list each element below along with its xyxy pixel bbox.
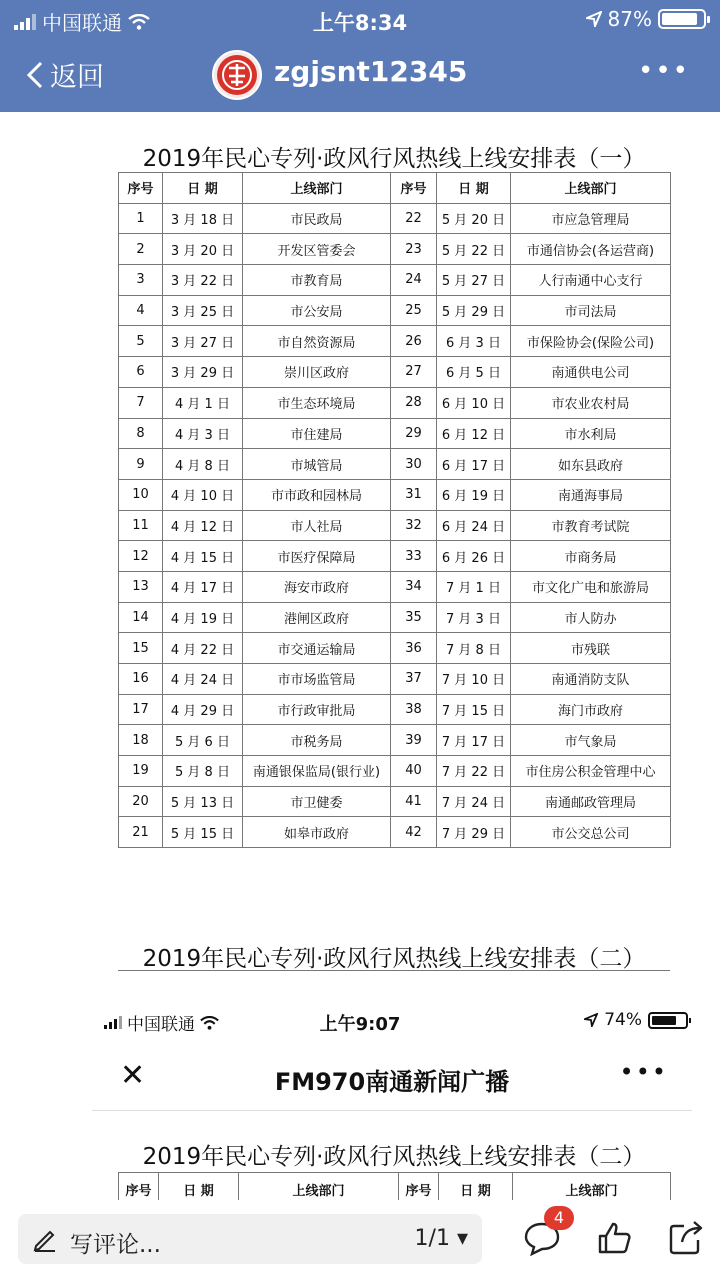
table-cell: 3 月 25 日	[163, 295, 243, 326]
col-header: 日 期	[163, 173, 243, 204]
table-cell: 13	[119, 571, 163, 602]
thumbs-up-icon[interactable]	[594, 1218, 634, 1258]
page-indicator-label: 1/1	[414, 1226, 450, 1251]
table-cell: 人行南通中心支行	[511, 265, 671, 296]
table-cell: 7 月 24 日	[437, 786, 511, 817]
table-cell: 4 月 24 日	[163, 664, 243, 695]
embedded-battery-percent: 74%	[604, 1010, 642, 1030]
table-cell: 市公安局	[243, 295, 391, 326]
table-cell: 22	[391, 203, 437, 234]
paper-cut-logo-icon	[214, 52, 260, 98]
table-cell: 市民政局	[243, 203, 391, 234]
table-cell: 1	[119, 203, 163, 234]
table-row	[119, 817, 671, 848]
table-cell: 港闸区政府	[243, 602, 391, 633]
table-cell: 39	[391, 725, 437, 756]
col-header: 上线部门	[511, 173, 671, 204]
share-icon[interactable]	[666, 1218, 706, 1258]
table-cell: 7 月 15 日	[437, 694, 511, 725]
table-cell: 3 月 29 日	[163, 357, 243, 388]
table-cell: 15	[119, 633, 163, 664]
table-cell: 30	[391, 449, 437, 480]
table-cell: 4 月 3 日	[163, 418, 243, 449]
table-cell: 市住房公积金管理中心	[511, 756, 671, 787]
table-cell: 6	[119, 357, 163, 388]
table-cell: 市保险协会(保险公司)	[511, 326, 671, 357]
table-row	[119, 234, 671, 265]
col-header: 序号	[119, 1173, 159, 1206]
col-header: 日 期	[159, 1173, 239, 1206]
table-row	[119, 541, 671, 572]
table-row	[119, 786, 671, 817]
table-row	[119, 357, 671, 388]
table-cell: 市税务局	[243, 725, 391, 756]
table-cell: 市卫健委	[243, 786, 391, 817]
embedded-title: FM970南通新闻广播	[274, 1068, 510, 1096]
table-row	[119, 449, 671, 480]
table-cell: 南通消防支队	[511, 664, 671, 695]
table-cell: 14	[119, 602, 163, 633]
table-cell: 5 月 15 日	[163, 817, 243, 848]
table-cell: 市农业农村局	[511, 387, 671, 418]
table-cell: 市市政和园林局	[243, 479, 391, 510]
table-cell: 5 月 6 日	[163, 725, 243, 756]
close-icon: ✕	[120, 1058, 146, 1093]
table-cell: 6 月 3 日	[437, 326, 511, 357]
table-row	[119, 510, 671, 541]
table-row	[119, 756, 671, 787]
table-cell: 如皋市政府	[243, 817, 391, 848]
table-cell: 7 月 3 日	[437, 602, 511, 633]
table-cell: 市交通运输局	[243, 633, 391, 664]
table-cell: 市人防办	[511, 602, 671, 633]
embedded-carrier: 中国联通	[127, 1015, 195, 1035]
battery-percent: 87%	[607, 7, 652, 31]
table-cell: 如东县政府	[511, 449, 671, 480]
table-cell: 6 月 12 日	[437, 418, 511, 449]
table-cell: 3	[119, 265, 163, 296]
col-header: 序号	[391, 173, 437, 204]
table-row	[119, 602, 671, 633]
location-icon	[584, 1013, 598, 1027]
table-cell: 5 月 8 日	[163, 756, 243, 787]
table-cell: 3 月 22 日	[163, 265, 243, 296]
table-cell: 市通信协会(各运营商)	[511, 234, 671, 265]
table-cell: 南通供电公司	[511, 357, 671, 388]
table-cell: 海门市政府	[511, 694, 671, 725]
table-cell: 19	[119, 756, 163, 787]
nav-bar	[0, 38, 720, 112]
battery-icon	[648, 1012, 688, 1029]
table-header-row	[119, 173, 671, 204]
table-cell: 11	[119, 510, 163, 541]
table-cell: 6 月 19 日	[437, 479, 511, 510]
table-cell: 2	[119, 234, 163, 265]
table-row	[119, 265, 671, 296]
table-cell: 6 月 5 日	[437, 357, 511, 388]
more-options-button[interactable]: •••	[637, 56, 690, 86]
table-cell: 市住建局	[243, 418, 391, 449]
table-cell: 4 月 22 日	[163, 633, 243, 664]
table-cell: 6 月 10 日	[437, 387, 511, 418]
chevron-left-icon	[26, 60, 44, 90]
table-cell: 7 月 8 日	[437, 633, 511, 664]
comment-count-badge: 4	[544, 1206, 574, 1230]
table-cell: 市水利局	[511, 418, 671, 449]
account-name: zgjsnt12345	[274, 55, 468, 88]
table-cell: 7 月 10 日	[437, 664, 511, 695]
col-header: 上线部门	[513, 1173, 671, 1206]
col-header: 序号	[399, 1173, 439, 1206]
table-cell: 4 月 29 日	[163, 694, 243, 725]
avatar[interactable]	[212, 50, 262, 100]
table-cell: 市应急管理局	[511, 203, 671, 234]
table-row	[119, 295, 671, 326]
table-cell: 38	[391, 694, 437, 725]
table-cell: 20	[119, 786, 163, 817]
table-row	[119, 725, 671, 756]
table-row	[119, 633, 671, 664]
table-cell: 市行政审批局	[243, 694, 391, 725]
table-row	[119, 694, 671, 725]
table-cell: 4 月 1 日	[163, 387, 243, 418]
status-time: 上午8:34	[312, 11, 408, 35]
table-cell: 3 月 20 日	[163, 234, 243, 265]
table-row	[119, 664, 671, 695]
col-header: 日 期	[437, 173, 511, 204]
table-cell: 27	[391, 357, 437, 388]
table-cell: 3 月 27 日	[163, 326, 243, 357]
table-cell: 7 月 17 日	[437, 725, 511, 756]
table-cell: 25	[391, 295, 437, 326]
table-cell: 23	[391, 234, 437, 265]
carrier-label: 中国联通	[42, 11, 122, 35]
table-row	[119, 479, 671, 510]
table-cell: 南通银保监局(银行业)	[243, 756, 391, 787]
table-row	[119, 387, 671, 418]
schedule-table	[118, 172, 671, 848]
embedded-time: 上午9:07	[319, 1014, 401, 1035]
table-cell: 3 月 18 日	[163, 203, 243, 234]
table-cell: 市市场监管局	[243, 664, 391, 695]
table-cell: 16	[119, 664, 163, 695]
col-header: 上线部门	[239, 1173, 399, 1206]
table-cell: 32	[391, 510, 437, 541]
table-row	[119, 571, 671, 602]
table-cell: 7	[119, 387, 163, 418]
table-cell: 市教育考试院	[511, 510, 671, 541]
table-cell: 26	[391, 326, 437, 357]
table-cell: 18	[119, 725, 163, 756]
table-cell: 开发区管委会	[243, 234, 391, 265]
table-cell: 7 月 29 日	[437, 817, 511, 848]
comment-input[interactable]	[18, 1214, 482, 1264]
location-icon	[586, 11, 602, 27]
table-cell: 10	[119, 479, 163, 510]
col-header: 上线部门	[243, 173, 391, 204]
col-header: 日 期	[439, 1173, 513, 1206]
table-cell: 6 月 24 日	[437, 510, 511, 541]
table-cell: 41	[391, 786, 437, 817]
table-cell: 5 月 22 日	[437, 234, 511, 265]
table-cell: 5 月 13 日	[163, 786, 243, 817]
table-cell: 6 月 26 日	[437, 541, 511, 572]
table-cell: 37	[391, 664, 437, 695]
table-row	[119, 418, 671, 449]
table-cell: 4	[119, 295, 163, 326]
table-cell: 市气象局	[511, 725, 671, 756]
table-cell: 5	[119, 326, 163, 357]
table-cell: 7 月 22 日	[437, 756, 511, 787]
bottom-action-bar	[0, 1200, 720, 1280]
table-cell: 42	[391, 817, 437, 848]
comment-placeholder: 写评论...	[70, 1232, 161, 1258]
table-cell: 9	[119, 449, 163, 480]
table-cell: 34	[391, 571, 437, 602]
table-cell: 8	[119, 418, 163, 449]
table-cell: 5 月 29 日	[437, 295, 511, 326]
table-cell: 市医疗保障局	[243, 541, 391, 572]
table-cell: 12	[119, 541, 163, 572]
table-cell: 24	[391, 265, 437, 296]
page-indicator[interactable]: 1/1 ▾	[414, 1226, 468, 1251]
back-label: 返回	[50, 62, 104, 93]
more-icon: •••	[619, 1058, 668, 1086]
table-cell: 海安市政府	[243, 571, 391, 602]
table-cell: 33	[391, 541, 437, 572]
embedded-nav-bar	[92, 1040, 692, 1111]
table-cell: 4 月 12 日	[163, 510, 243, 541]
table-cell: 28	[391, 387, 437, 418]
pencil-icon	[32, 1226, 58, 1252]
table-cell: 29	[391, 418, 437, 449]
table2-title: 2019年民心专列·政风行风热线上线安排表（二）	[142, 946, 646, 972]
table-cell: 市残联	[511, 633, 671, 664]
battery-icon	[658, 9, 706, 29]
table-cell: 市公交总公司	[511, 817, 671, 848]
table-cell: 南通海事局	[511, 479, 671, 510]
table-cell: 市人社局	[243, 510, 391, 541]
table-row	[119, 326, 671, 357]
table-cell: 6 月 17 日	[437, 449, 511, 480]
table-cell: 36	[391, 633, 437, 664]
table1-title: 2019年民心专列·政风行风热线上线安排表（一）	[142, 146, 646, 172]
table-cell: 南通邮政管理局	[511, 786, 671, 817]
table-cell: 35	[391, 602, 437, 633]
table-cell: 4 月 8 日	[163, 449, 243, 480]
table-cell: 21	[119, 817, 163, 848]
table-cell: 市司法局	[511, 295, 671, 326]
table-cell: 4 月 17 日	[163, 571, 243, 602]
table-cell: 7 月 1 日	[437, 571, 511, 602]
table-cell: 崇川区政府	[243, 357, 391, 388]
table-cell: 市文化广电和旅游局	[511, 571, 671, 602]
table-cell: 31	[391, 479, 437, 510]
table-cell: 4 月 10 日	[163, 479, 243, 510]
table-cell: 市生态环境局	[243, 387, 391, 418]
status-bar	[0, 0, 720, 38]
table-divider	[118, 970, 670, 971]
table-cell: 5 月 27 日	[437, 265, 511, 296]
table-cell: 40	[391, 756, 437, 787]
table-cell: 市自然资源局	[243, 326, 391, 357]
back-button[interactable]	[26, 55, 104, 94]
table-row	[119, 203, 671, 234]
table-cell: 市城管局	[243, 449, 391, 480]
embedded-status-bar	[0, 1000, 720, 1036]
col-header: 序号	[119, 173, 163, 204]
table-cell: 17	[119, 694, 163, 725]
document-image	[0, 112, 720, 1200]
top-bar	[0, 0, 720, 112]
table-cell: 市教育局	[243, 265, 391, 296]
table-cell: 5 月 20 日	[437, 203, 511, 234]
embedded-table2-title: 2019年民心专列·政风行风热线上线安排表（二）	[142, 1144, 646, 1170]
table-cell: 市商务局	[511, 541, 671, 572]
table-cell: 4 月 15 日	[163, 541, 243, 572]
table-cell: 4 月 19 日	[163, 602, 243, 633]
